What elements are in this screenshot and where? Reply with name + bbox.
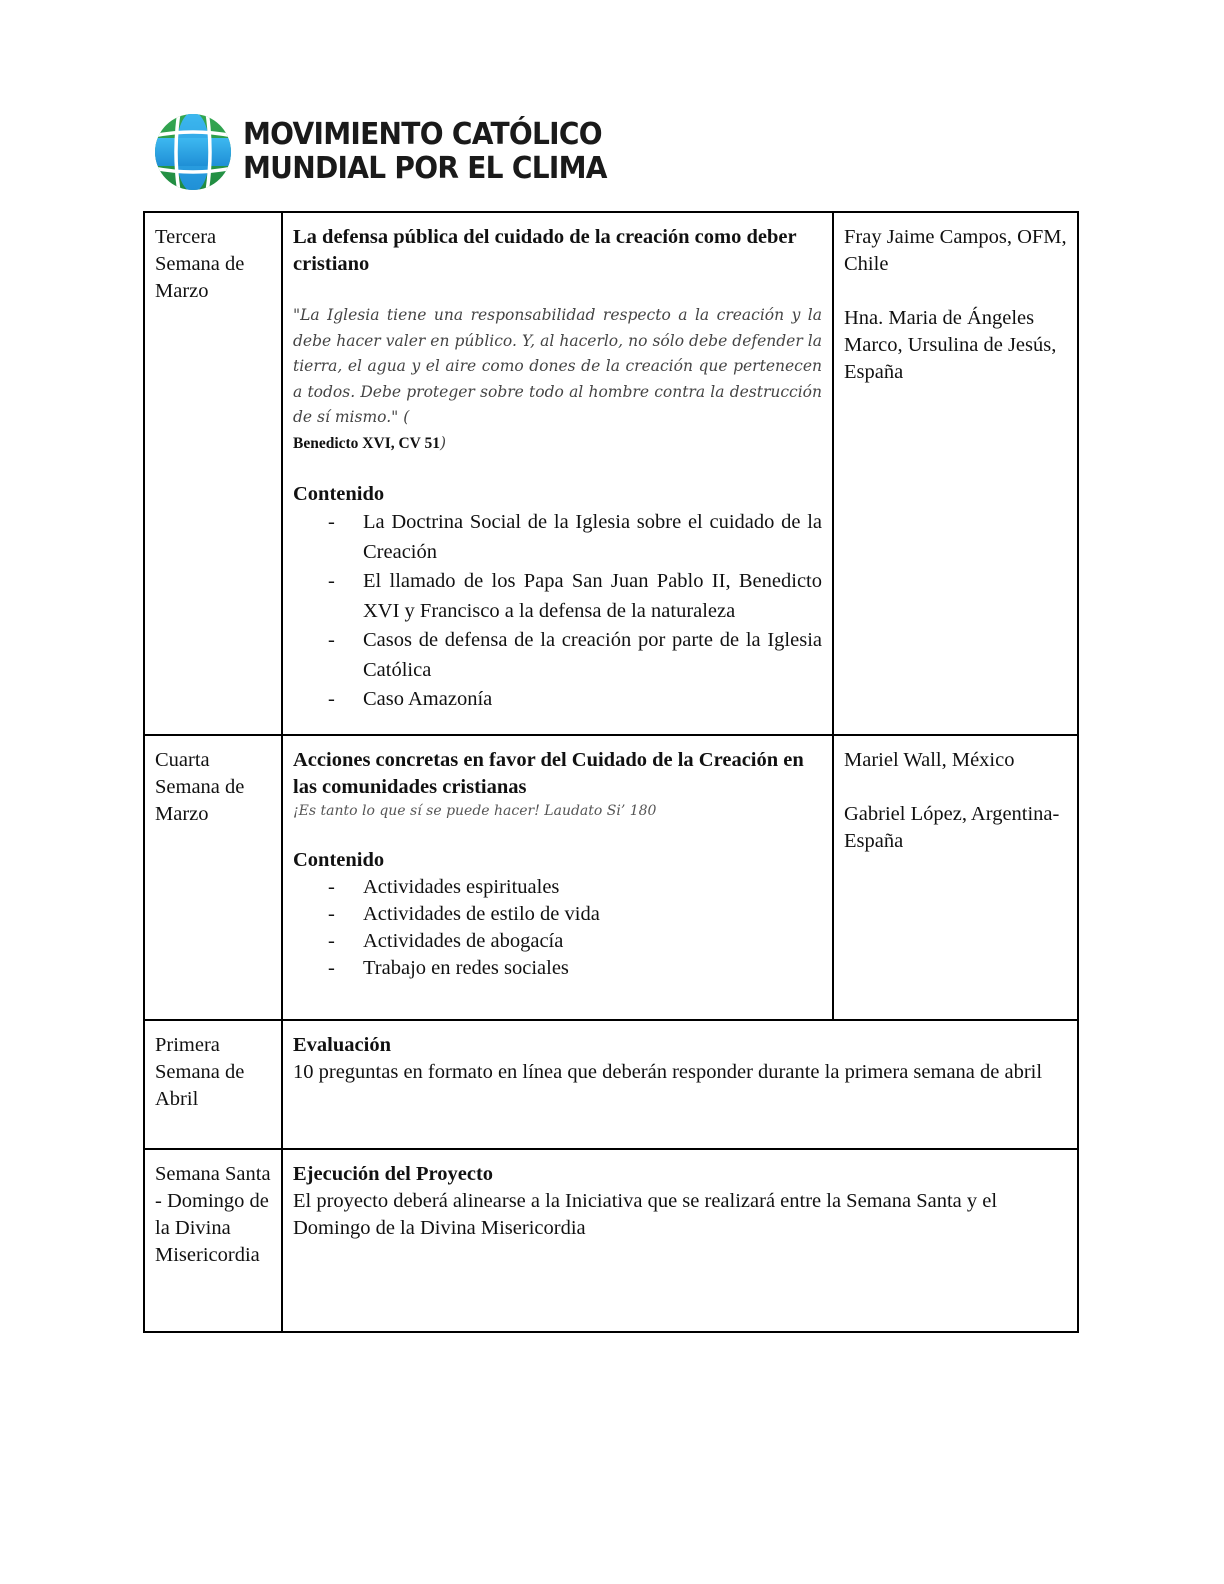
list-item: - Actividades de abogacía: [363, 928, 822, 955]
content-list: [293, 874, 822, 982]
table-row: [144, 1149, 1078, 1332]
week-cell: Cuarta Semana de Marzo: [144, 735, 282, 1020]
session-title: La defensa pública del cuidado de la creación como deber cristiano: [293, 226, 797, 275]
session-quote: [293, 303, 822, 456]
list-item: - Casos de defensa de la creación por parte de la Iglesia Católica: [363, 626, 822, 685]
list-item: - El llamado de los Papa San Juan Pablo II, Benedicto XVI y Francisco a la defensa de la naturaleza: [363, 567, 822, 626]
speaker: Hna. Maria de Ángeles Marco, Ursulina de Jesús, España: [844, 307, 1057, 383]
week-cell: Tercera Semana de Marzo: [144, 212, 282, 735]
speakers-cell: [833, 212, 1078, 735]
session-cell: [282, 735, 833, 1020]
organization-logo: [153, 112, 638, 192]
schedule-table: [143, 211, 1079, 1333]
content-heading: Contenido: [293, 483, 385, 505]
quote-citation: Benedicto XVI, CV 51: [293, 434, 440, 452]
session-cell: [282, 212, 833, 735]
session-quote: ¡Es tanto lo que sí se puede hacer! Laudato Si’ 180: [293, 803, 657, 819]
content-list: [293, 508, 822, 715]
session-title: Acciones concretas en favor del Cuidado de la Creación en las comunidades cristianas: [293, 749, 804, 798]
speaker: Gabriel López, Argentina-España: [844, 803, 1060, 852]
list-item: - Actividades de estilo de vida: [363, 901, 822, 928]
quote-text: "La Iglesia tiene una responsabilidad respecto a la creación y la debe hacer valer en público. Y, al hacerlo, no sólo debe defender la tierra, el agua y el aire como dones de la creación que pertenecen a todos. Debe proteger sobre todo al hombre contra la destrucción de sí mismo." (: [293, 306, 822, 426]
content-heading: Contenido: [293, 849, 385, 871]
globe-icon: [153, 112, 233, 192]
list-item: - La Doctrina Social de la Iglesia sobre el cuidado de la Creación: [363, 508, 822, 567]
quote-close: ): [439, 433, 447, 452]
session-description: El proyecto deberá alinearse a la Iniciativa que se realizará entre la Semana Santa y el Domingo de la Divina Misericordia: [293, 1190, 998, 1239]
session-cell: [282, 1149, 1078, 1332]
table-row: [144, 735, 1078, 1020]
speakers-cell: [833, 735, 1078, 1020]
session-title: Evaluación: [293, 1034, 391, 1056]
logo-line-2: MUNDIAL POR EL CLIMA: [243, 151, 607, 186]
table-row: [144, 212, 1078, 735]
logo-wordmark: [243, 118, 607, 186]
table-row: [144, 1020, 1078, 1149]
session-title: Ejecución del Proyecto: [293, 1163, 494, 1185]
list-item: - Trabajo en redes sociales: [363, 955, 822, 982]
speaker: Mariel Wall, México: [844, 749, 1015, 771]
week-cell: Primera Semana de Abril: [144, 1020, 282, 1149]
speaker: Fray Jaime Campos, OFM, Chile: [844, 226, 1067, 275]
session-description: 10 preguntas en formato en línea que deberán responder durante la primera semana de abril: [293, 1061, 1043, 1083]
logo-line-1: MOVIMIENTO CATÓLICO: [243, 117, 602, 152]
session-cell: [282, 1020, 1078, 1149]
list-item: - Caso Amazonía: [363, 685, 822, 715]
list-item: - Actividades espirituales: [363, 874, 822, 901]
week-cell: Semana Santa - Domingo de la Divina Misericordia: [144, 1149, 282, 1332]
